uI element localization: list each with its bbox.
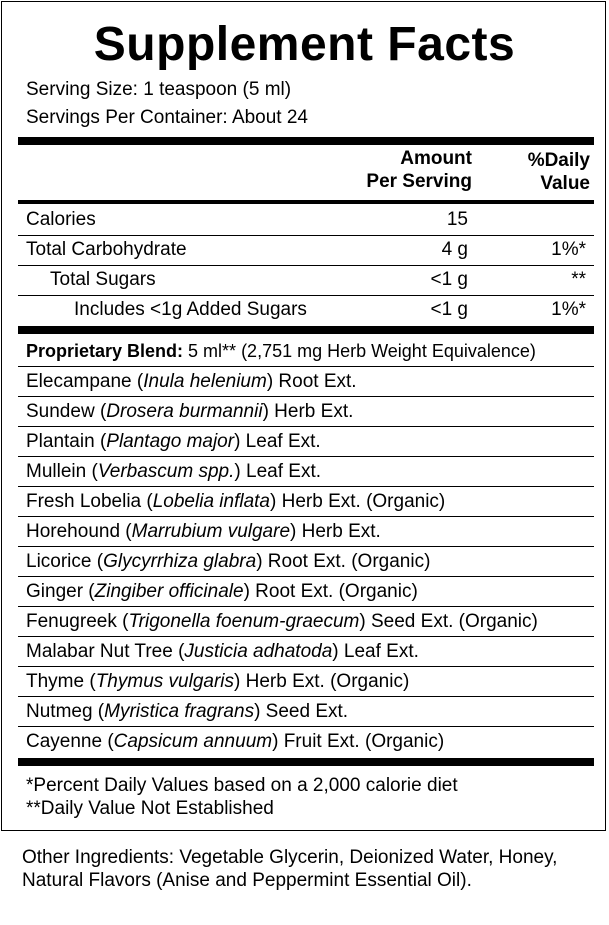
ingredient-row [26, 517, 381, 547]
ingredient-part: ) Herb Ext. [262, 401, 354, 422]
ingredient-part: ) Seed Ext. (Organic) [359, 611, 538, 632]
ingredient-row [26, 727, 444, 757]
ingredient-latin-name: Inula helenium [143, 371, 267, 392]
ingredient-latin-name: Zingiber officinale [94, 581, 244, 602]
nutrient-daily-value: 1%* [551, 239, 586, 260]
nutrient-daily-value: ** [571, 269, 586, 290]
nutrient-amount: <1 g [430, 269, 468, 290]
ingredient-common-name: Sundew ( [26, 401, 107, 422]
ingredient-part: ) Leaf Ext. [234, 431, 321, 452]
thick-rule-bottom [18, 758, 594, 766]
ingredient-common-name: Fenugreek ( [26, 611, 129, 632]
ingredient-latin-name: Drosera burmannii [106, 401, 263, 422]
ingredient-row [26, 427, 321, 457]
ingredient-common-name: Mullein ( [26, 461, 98, 482]
daily-value-header-line1: %Daily [527, 150, 590, 171]
ingredient-common-name: Malabar Nut Tree ( [26, 641, 185, 662]
servings-per-container: Servings Per Container: About 24 [26, 107, 309, 128]
ingredient-common-name: Licorice ( [26, 551, 104, 572]
ingredient-common-name: Elecampane ( [26, 371, 144, 392]
panel-title: Supplement Facts [93, 18, 516, 71]
ingredient-row [26, 487, 445, 517]
ingredient-part: ) Seed Ext. [254, 701, 349, 722]
ingredient-row [26, 547, 430, 577]
ingredient-row [26, 637, 419, 667]
ingredient-latin-name: Justicia adhatoda [184, 641, 333, 662]
nutrient-row [18, 295, 594, 325]
nutrient-name: Includes <1g Added Sugars [74, 299, 307, 320]
ingredient-part: ) Herb Ext. (Organic) [234, 671, 410, 692]
ingredient-part: ) Root Ext. (Organic) [243, 581, 418, 602]
daily-value-header [480, 149, 590, 195]
nutrient-row [18, 205, 594, 235]
ingredient-latin-name: Glycyrrhiza glabra [103, 551, 257, 572]
nutrient-amount: <1 g [430, 299, 468, 320]
nutrient-row [18, 235, 594, 265]
ingredient-common-name: Horehound ( [26, 521, 132, 542]
nutrient-row [18, 265, 594, 295]
amount-header-line2: Per Serving [366, 171, 472, 192]
ingredient-latin-name: Marrubium vulgare [131, 521, 291, 542]
amount-header [300, 147, 472, 193]
ingredient-latin-name: Lobelia inflata [152, 491, 270, 512]
serving-size: Serving Size: 1 teaspoon (5 ml) [26, 79, 292, 100]
blend-label: Proprietary Blend: [26, 341, 184, 361]
nutrient-daily-value: 1%* [551, 299, 586, 320]
ingredient-latin-name: Thymus vulgaris [95, 671, 235, 692]
ingredient-part: ) Fruit Ext. (Organic) [272, 731, 445, 752]
ingredient-latin-name: Verbascum spp. [97, 461, 235, 482]
ingredient-row [26, 457, 321, 487]
medium-rule-header [18, 200, 594, 204]
ingredient-latin-name: Myristica fragrans [104, 701, 255, 722]
ingredient-row [26, 367, 357, 397]
nutrient-amount: 4 g [441, 239, 468, 260]
other-ingredients: Other Ingredients: Vegetable Glycerin, Deionized Water, Honey, Natural Flavors (Anise and Peppermint Essential Oil). [22, 847, 558, 891]
nutrient-name: Total Carbohydrate [26, 239, 187, 260]
blend-detail: 5 ml** (2,751 mg Herb Weight Equivalence) [183, 341, 536, 361]
ingredient-part: ) Leaf Ext. [332, 641, 419, 662]
amount-header-line1: Amount [400, 148, 472, 169]
ingredient-part: ) Herb Ext. [290, 521, 381, 542]
ingredient-latin-name: Capsicum annuum [113, 731, 273, 752]
thick-rule-blend [18, 326, 594, 334]
nutrient-name: Total Sugars [50, 269, 156, 290]
footnote-dv-not-established: **Daily Value Not Established [26, 798, 274, 819]
ingredient-common-name: Fresh Lobelia ( [26, 491, 153, 512]
daily-value-header-line2: Value [540, 173, 590, 194]
thick-rule-top [18, 137, 594, 145]
footnote-percent-dv: *Percent Daily Values based on a 2,000 calorie diet [26, 775, 458, 796]
nutrient-name: Calories [26, 209, 96, 230]
ingredient-row [26, 697, 348, 727]
ingredient-row [26, 577, 418, 607]
ingredient-part: ) Root Ext. [266, 371, 357, 392]
ingredient-row [26, 667, 409, 697]
ingredient-row [26, 607, 538, 637]
ingredient-part: ) Leaf Ext. [234, 461, 322, 482]
ingredient-part: ) Herb Ext. (Organic) [270, 491, 446, 512]
ingredient-common-name: Ginger ( [26, 581, 95, 602]
ingredient-common-name: Plantain ( [26, 431, 107, 452]
ingredient-common-name: Nutmeg ( [26, 701, 105, 722]
ingredient-part: ) Root Ext. (Organic) [256, 551, 431, 572]
ingredient-common-name: Thyme ( [26, 671, 96, 692]
proprietary-blend [26, 337, 536, 365]
ingredient-common-name: Cayenne ( [26, 731, 114, 752]
nutrient-amount: 15 [446, 209, 468, 230]
ingredient-latin-name: Plantago major [106, 431, 235, 452]
ingredient-latin-name: Trigonella foenum-graecum [128, 611, 360, 632]
ingredient-row [26, 397, 353, 427]
